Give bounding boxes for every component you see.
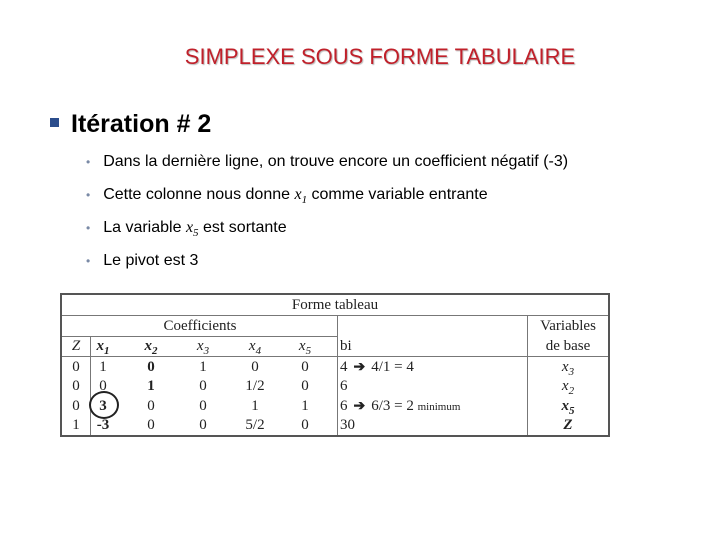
table-cell: 1 bbox=[199, 359, 207, 375]
column-header-x5: $x_5$ bbox=[298, 338, 312, 357]
table-cell: 0 bbox=[251, 359, 259, 375]
bullet-dot-icon: • bbox=[86, 188, 91, 202]
grid-line bbox=[337, 316, 338, 435]
bullet-item bbox=[86, 214, 568, 247]
coefficients-header: Coefficients bbox=[163, 318, 237, 334]
bullet-list bbox=[86, 148, 568, 280]
bi-cell: 4 ➔ 4/1 = 4 bbox=[340, 359, 414, 375]
pivot-circle-marker bbox=[89, 391, 119, 419]
table-cell: 0 bbox=[72, 359, 80, 375]
bi-cell: 6 bbox=[340, 378, 348, 394]
table-cell: 0 bbox=[147, 359, 155, 375]
minimum-note: minimum bbox=[417, 401, 461, 413]
table-cell: -3 bbox=[96, 417, 110, 433]
bullet-item bbox=[86, 247, 568, 280]
bullet-dot-icon: • bbox=[86, 221, 91, 235]
bullet-text: Le pivot est 3 bbox=[103, 252, 199, 269]
bullet-text: Dans la dernière ligne, on trouve encore un coefficient négatif (-3) bbox=[103, 153, 569, 170]
table-cell: 0 bbox=[301, 359, 309, 375]
bullet-item bbox=[86, 181, 568, 214]
heading-text: Itération # 2 bbox=[71, 110, 212, 138]
base-variable-cell: Z bbox=[563, 417, 573, 433]
pivot-cell: 3 bbox=[99, 398, 107, 414]
table-cell: 0 bbox=[72, 378, 80, 394]
table-cell: 5/2 bbox=[245, 417, 265, 433]
table-cell: 0 bbox=[99, 378, 107, 394]
base-variable-cell: $x_2$ bbox=[561, 378, 575, 397]
column-header-x3: $x_3$ bbox=[196, 338, 210, 357]
table-cell: 0 bbox=[147, 398, 155, 414]
table-cell: 1 bbox=[147, 378, 155, 394]
ratio-text: 6/3 = 2 bbox=[371, 398, 414, 414]
base-variable-cell: $x_5$ bbox=[561, 398, 575, 417]
ratio-text: 4/1 = 4 bbox=[371, 359, 414, 375]
table-cell: 0 bbox=[147, 417, 155, 433]
math-variable: $x_5$ bbox=[185, 219, 199, 240]
simplex-tableau bbox=[60, 293, 610, 437]
arrow-right-icon: ➔ bbox=[353, 360, 366, 375]
table-cell: 0 bbox=[301, 378, 309, 394]
column-header-z: Z bbox=[71, 338, 81, 354]
base-variable-cell: $x_3$ bbox=[561, 359, 575, 378]
table-cell: 0 bbox=[199, 378, 207, 394]
bi-cell: 6 ➔ 6/3 = 2 minimum bbox=[340, 398, 461, 414]
table-cell: 1/2 bbox=[245, 378, 265, 394]
bullet-dot-icon: • bbox=[86, 254, 91, 268]
square-bullet-icon bbox=[50, 118, 59, 127]
bi-cell: 30 bbox=[340, 417, 355, 433]
table-cell: 0 bbox=[199, 417, 207, 433]
column-header-x1: $x_1$ bbox=[96, 338, 110, 357]
section-heading bbox=[50, 110, 211, 139]
column-header-x2: $x_2$ bbox=[144, 338, 158, 357]
table-cell: 0 bbox=[199, 398, 207, 414]
table-cell: 0 bbox=[301, 417, 309, 433]
variables-header: Variables bbox=[540, 318, 596, 334]
bullet-text: comme variable entrante bbox=[311, 186, 488, 203]
bi-header: bi bbox=[340, 338, 352, 354]
table-cell: 1 bbox=[72, 417, 80, 433]
bullet-item bbox=[86, 148, 568, 181]
bullet-dot-icon: • bbox=[86, 155, 91, 169]
tableau-title: Forme tableau bbox=[291, 297, 379, 313]
table-cell: 0 bbox=[72, 398, 80, 414]
bullet-text: La variable bbox=[103, 219, 182, 236]
slide-title: SIMPLEXE SOUS FORME TABULAIRE bbox=[184, 44, 576, 69]
bullet-text: est sortante bbox=[203, 219, 287, 236]
bullet-text: Cette colonne nous donne bbox=[103, 186, 291, 203]
base-header: de base bbox=[545, 338, 591, 354]
column-header-x4: $x_4$ bbox=[248, 338, 262, 357]
math-variable: $x_1$ bbox=[294, 186, 308, 207]
table-cell: 1 bbox=[99, 359, 107, 375]
table-cell: 1 bbox=[251, 398, 259, 414]
arrow-right-icon: ➔ bbox=[353, 399, 366, 414]
table-cell: 1 bbox=[301, 398, 309, 414]
